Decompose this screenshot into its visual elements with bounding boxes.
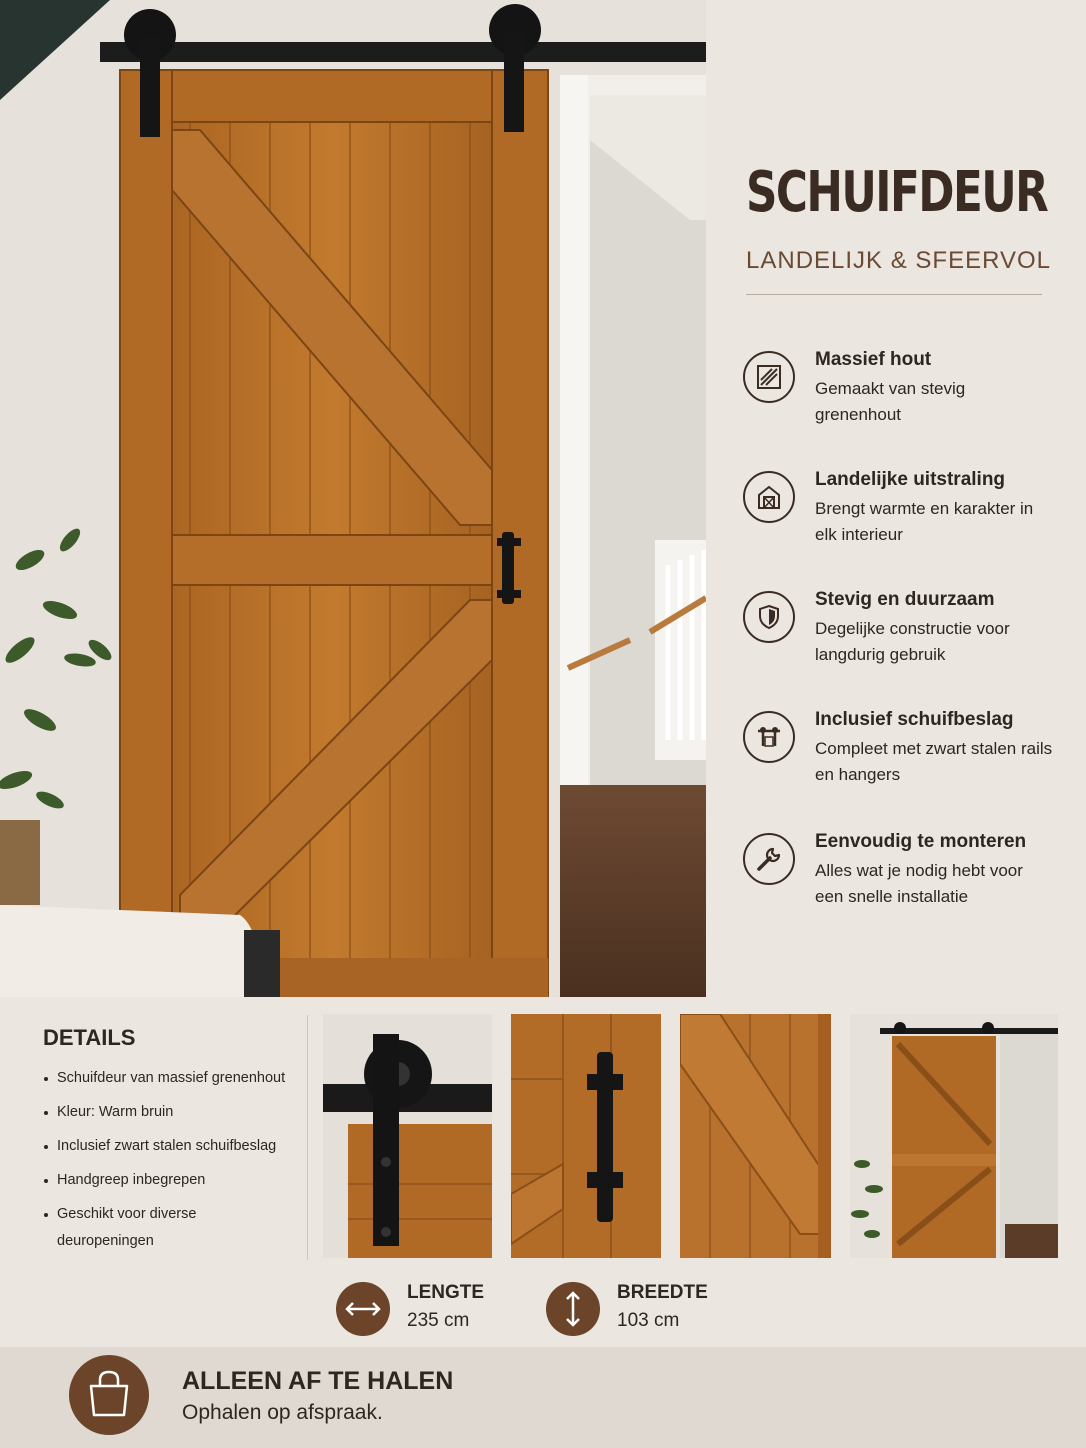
details-section xyxy=(0,997,1086,1347)
list-item: Schuifdeur van massief grenenhout xyxy=(43,1065,303,1092)
feature-description: Degelijke constructie voor langdurig gebruik xyxy=(815,619,1010,664)
feature-title: Stevig en duurzaam xyxy=(815,589,995,610)
pickup-title: ALLEEN AF TE HALEN xyxy=(182,1367,454,1395)
list-item: Handgreep inbegrepen xyxy=(43,1167,303,1194)
feature-description: Gemaakt van stevig grenenhout xyxy=(815,379,966,424)
pickup-banner xyxy=(0,1347,1086,1448)
feature-monteren xyxy=(743,833,1063,933)
divider xyxy=(746,294,1042,295)
barn-icon xyxy=(743,471,795,523)
horizontal-arrows-icon xyxy=(336,1282,390,1336)
hero-photo xyxy=(0,0,706,997)
details-list xyxy=(43,1065,303,1262)
feature-description: Alles wat je nodig hebt voor een snelle installatie xyxy=(815,861,1023,906)
thumbnail-wood-detail[interactable] xyxy=(680,1014,831,1258)
thumbnail-handle[interactable] xyxy=(511,1014,661,1258)
dimension-label: LENGTE xyxy=(407,1282,485,1303)
list-item: Kleur: Warm bruin xyxy=(43,1099,303,1126)
feature-description: Brengt warmte en karakter in elk interieur xyxy=(815,499,1034,544)
wrench-icon xyxy=(743,833,795,885)
vertical-arrows-icon xyxy=(546,1282,600,1336)
dimension-label: BREEDTE xyxy=(617,1282,708,1303)
dimension-value: 103 cm xyxy=(617,1310,680,1331)
list-item: Inclusief zwart stalen schuifbeslag xyxy=(43,1133,303,1160)
product-title: SCHUIFDEUR xyxy=(746,160,1048,225)
details-title: DETAILS xyxy=(43,1025,136,1050)
thumbnail-hanger[interactable] xyxy=(323,1014,492,1258)
feature-schuifbeslag xyxy=(743,711,1063,811)
feature-title: Eenvoudig te monteren xyxy=(815,831,1027,852)
feature-landelijke-uitstraling xyxy=(743,471,1063,571)
thumbnail-full-door[interactable] xyxy=(850,1014,1058,1258)
shopping-bag-icon xyxy=(69,1355,149,1435)
wood-grain-icon xyxy=(743,351,795,403)
divider xyxy=(307,1015,308,1260)
feature-title: Landelijke uitstraling xyxy=(815,469,1006,490)
info-panel xyxy=(706,0,1086,997)
feature-stevig-duurzaam xyxy=(743,591,1063,691)
feature-title: Massief hout xyxy=(815,349,932,370)
shield-icon xyxy=(743,591,795,643)
feature-title: Inclusief schuifbeslag xyxy=(815,709,1014,730)
list-item: Geschikt voor diverse deuropeningen xyxy=(43,1201,287,1255)
feature-description: Compleet met zwart stalen rails en hangers xyxy=(815,739,1053,784)
feature-massief-hout xyxy=(743,351,1063,451)
dimension-value: 235 cm xyxy=(407,1310,470,1331)
sliding-rail-icon xyxy=(743,711,795,763)
product-subtitle: LANDELIJK & SFEERVOL xyxy=(746,247,1051,274)
pickup-subtitle: Ophalen op afspraak. xyxy=(182,1401,383,1424)
